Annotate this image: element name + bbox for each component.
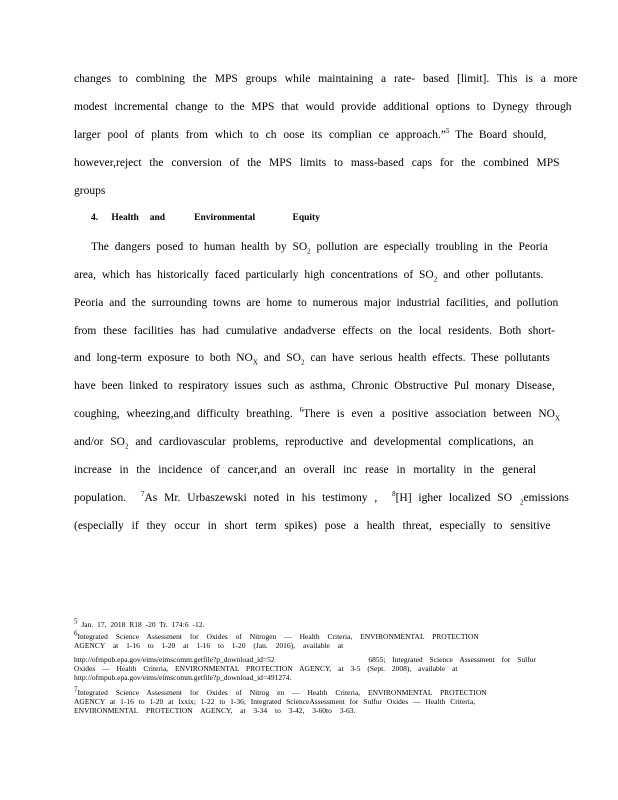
subscript: X <box>252 358 258 367</box>
body-text: and long-term exposure to both NO <box>74 352 253 364</box>
subscript: X <box>554 414 561 423</box>
body-text: larger pool of plants from which to ch oose its complian ce approach.” <box>74 129 446 141</box>
footnote-6-line-5 <box>74 673 536 682</box>
para2-line-4 <box>74 324 555 338</box>
body-text <box>74 407 560 421</box>
footnote-6-line-1 <box>74 629 536 641</box>
footnote-text: Integrated Science Assessment for Oxides of Nitrogen — Health Criteria, ENVIRONMENTAL PROTECTION <box>77 632 479 641</box>
subscript: 2 <box>433 275 438 284</box>
footnote-ref-6: 6 <box>299 406 304 415</box>
section-number: 4. <box>91 213 99 223</box>
footnote-text: AGENCY at 1-16 to 1-20 at 1-16 to 1-20 (Jan. 2016), available at <box>74 641 344 650</box>
body-text: groups <box>74 185 106 197</box>
body-text <box>74 128 446 142</box>
footnote-text: AGENCY at 1-16 to 1-20 at lxxix; 1-22 to 1-36; Integrated ScienceAssessment for Sulfur Oxides — Health Criteria, <box>74 697 476 706</box>
footnote-number: 6 <box>74 629 78 638</box>
footnote-7-line-3 <box>74 706 536 715</box>
body-text: coughing, wheezing,and difficulty breathing. <box>74 408 293 420</box>
footnote-text <box>74 617 210 629</box>
section-word: Equity <box>292 213 320 223</box>
body-text: modest incremental change to the MPS that would provide additional options to Dynegy through <box>74 101 572 113</box>
body-text: The Board should, <box>455 129 547 141</box>
footnote-7-line-2 <box>74 697 536 706</box>
body-text <box>74 435 533 449</box>
footnote-6-line-2 <box>74 641 536 650</box>
para2-line-9 <box>74 463 536 477</box>
body-text: and cardiovascular problems, reproductive and developmental complications, an <box>135 436 534 448</box>
footnote-6-line-3 <box>74 655 536 664</box>
footnote-number: 5 <box>74 617 78 626</box>
body-text: pollution are especially troubling in the Peoria <box>316 241 548 253</box>
body-line-4 <box>74 156 560 170</box>
body-text: There is even a positive association between NO <box>303 408 555 420</box>
section-word: and <box>149 213 166 223</box>
para2-line-6 <box>74 379 555 393</box>
footnote-text: Oxides — Health Criteria, ENVIRONMENTAL PROTECTION AGENCY, at 3-5 (Sept. 2008), available at <box>74 664 458 673</box>
footnote-text: ENVIRONMENTAL PROTECTION AGENCY, at 3-34 to 3-42, 3-60to 3-63. <box>74 706 356 715</box>
body-text <box>91 240 548 254</box>
footnote-ref-5: 5 <box>445 127 450 136</box>
subscript: 2 <box>124 442 129 451</box>
para2-line-5 <box>74 351 550 367</box>
footnote-text: 6855; Integrated Science Assessment for Sulfur <box>368 655 536 664</box>
body-text: and/or SO <box>74 436 125 448</box>
section-word: Environmental <box>194 213 256 223</box>
body-text: The dangers posed to human health by SO <box>91 241 308 253</box>
body-line-3 <box>74 127 547 142</box>
subscript: 2 <box>300 358 305 367</box>
footnote-number: 7 <box>74 685 78 694</box>
footnote-ref-8: 8 <box>392 490 396 499</box>
body-text: population. <box>74 492 127 504</box>
footnote-text <box>74 685 487 697</box>
body-text <box>74 491 577 505</box>
footnote-link[interactable]: http://ofmpub.epa.gov/eims/eimscomm.getfile?p_download_id=491274. <box>74 673 292 682</box>
body-text: changes to combining the MPS groups while maintaining a rate- based [limit]. This is a more <box>74 73 578 85</box>
body-text: can have serious health effects. These pollutants <box>310 352 550 364</box>
footnote-link[interactable]: http://ofmpub.epa.gov/eims/eimscomm.getfile?p_download_id=52 <box>74 655 275 664</box>
body-text <box>446 128 546 142</box>
body-text: (especially if they occur in short term spikes) pose a health threat, especially to sensitive <box>74 520 551 532</box>
footnote-6-line-4 <box>74 664 536 673</box>
body-text: and other pollutants. <box>443 269 544 281</box>
body-line-5 <box>74 184 536 198</box>
footnote-7-line-1 <box>74 685 536 697</box>
para2-line-3 <box>74 296 559 310</box>
body-text: [H] igher localized SO <box>395 492 512 504</box>
footnote-5 <box>74 617 536 629</box>
subscript: 2 <box>307 247 311 256</box>
para2-line-7 <box>74 406 561 423</box>
body-text: As Mr. Urbaszewski noted in his testimony , <box>144 492 378 504</box>
section-heading <box>91 213 320 223</box>
para2-line-11 <box>74 519 551 533</box>
body-text: have been linked to respiratory issues such as asthma, Chronic Obstructive Pul monary Disease, <box>74 380 555 392</box>
body-text <box>74 268 543 282</box>
body-text: and SO <box>263 352 301 364</box>
para2-line-1 <box>91 240 548 256</box>
subscript: 2 <box>520 498 524 507</box>
para2-line-2 <box>74 268 544 284</box>
body-text <box>74 351 550 365</box>
para2-line-10 <box>74 490 569 507</box>
body-text: increase in the incidence of cancer,and an overall inc rease in mortality in the general <box>74 464 536 476</box>
footnote-text: Integrated Science Assessment for Oxides of Nitrog en — Health Criteria, ENVIRONMENTAL PROTECTION <box>77 688 487 697</box>
footnote-ref-7: 7 <box>140 490 145 499</box>
body-text: Peoria and the surrounding towns are home to numerous major industrial facilities, and pollution <box>74 297 559 309</box>
body-text: however,reject the conversion of the MPS limits to mass-based caps for the combined MPS <box>74 157 560 169</box>
footnote-text <box>74 629 479 641</box>
body-text: area, which has historically faced particularly high concentrations of SO <box>74 269 434 281</box>
para2-line-8 <box>74 435 536 449</box>
body-line-1 <box>74 72 578 86</box>
section-word: Health <box>111 213 139 223</box>
body-line-2 <box>74 100 572 114</box>
footnote-text: Jan. 17, 2018 R18 -20 Tr. 174:6 -12. <box>81 620 205 629</box>
body-text: from these facilities has had cumulative andadverse effects on the local residents. Both short- <box>74 325 555 337</box>
body-text: emissions <box>523 492 569 504</box>
